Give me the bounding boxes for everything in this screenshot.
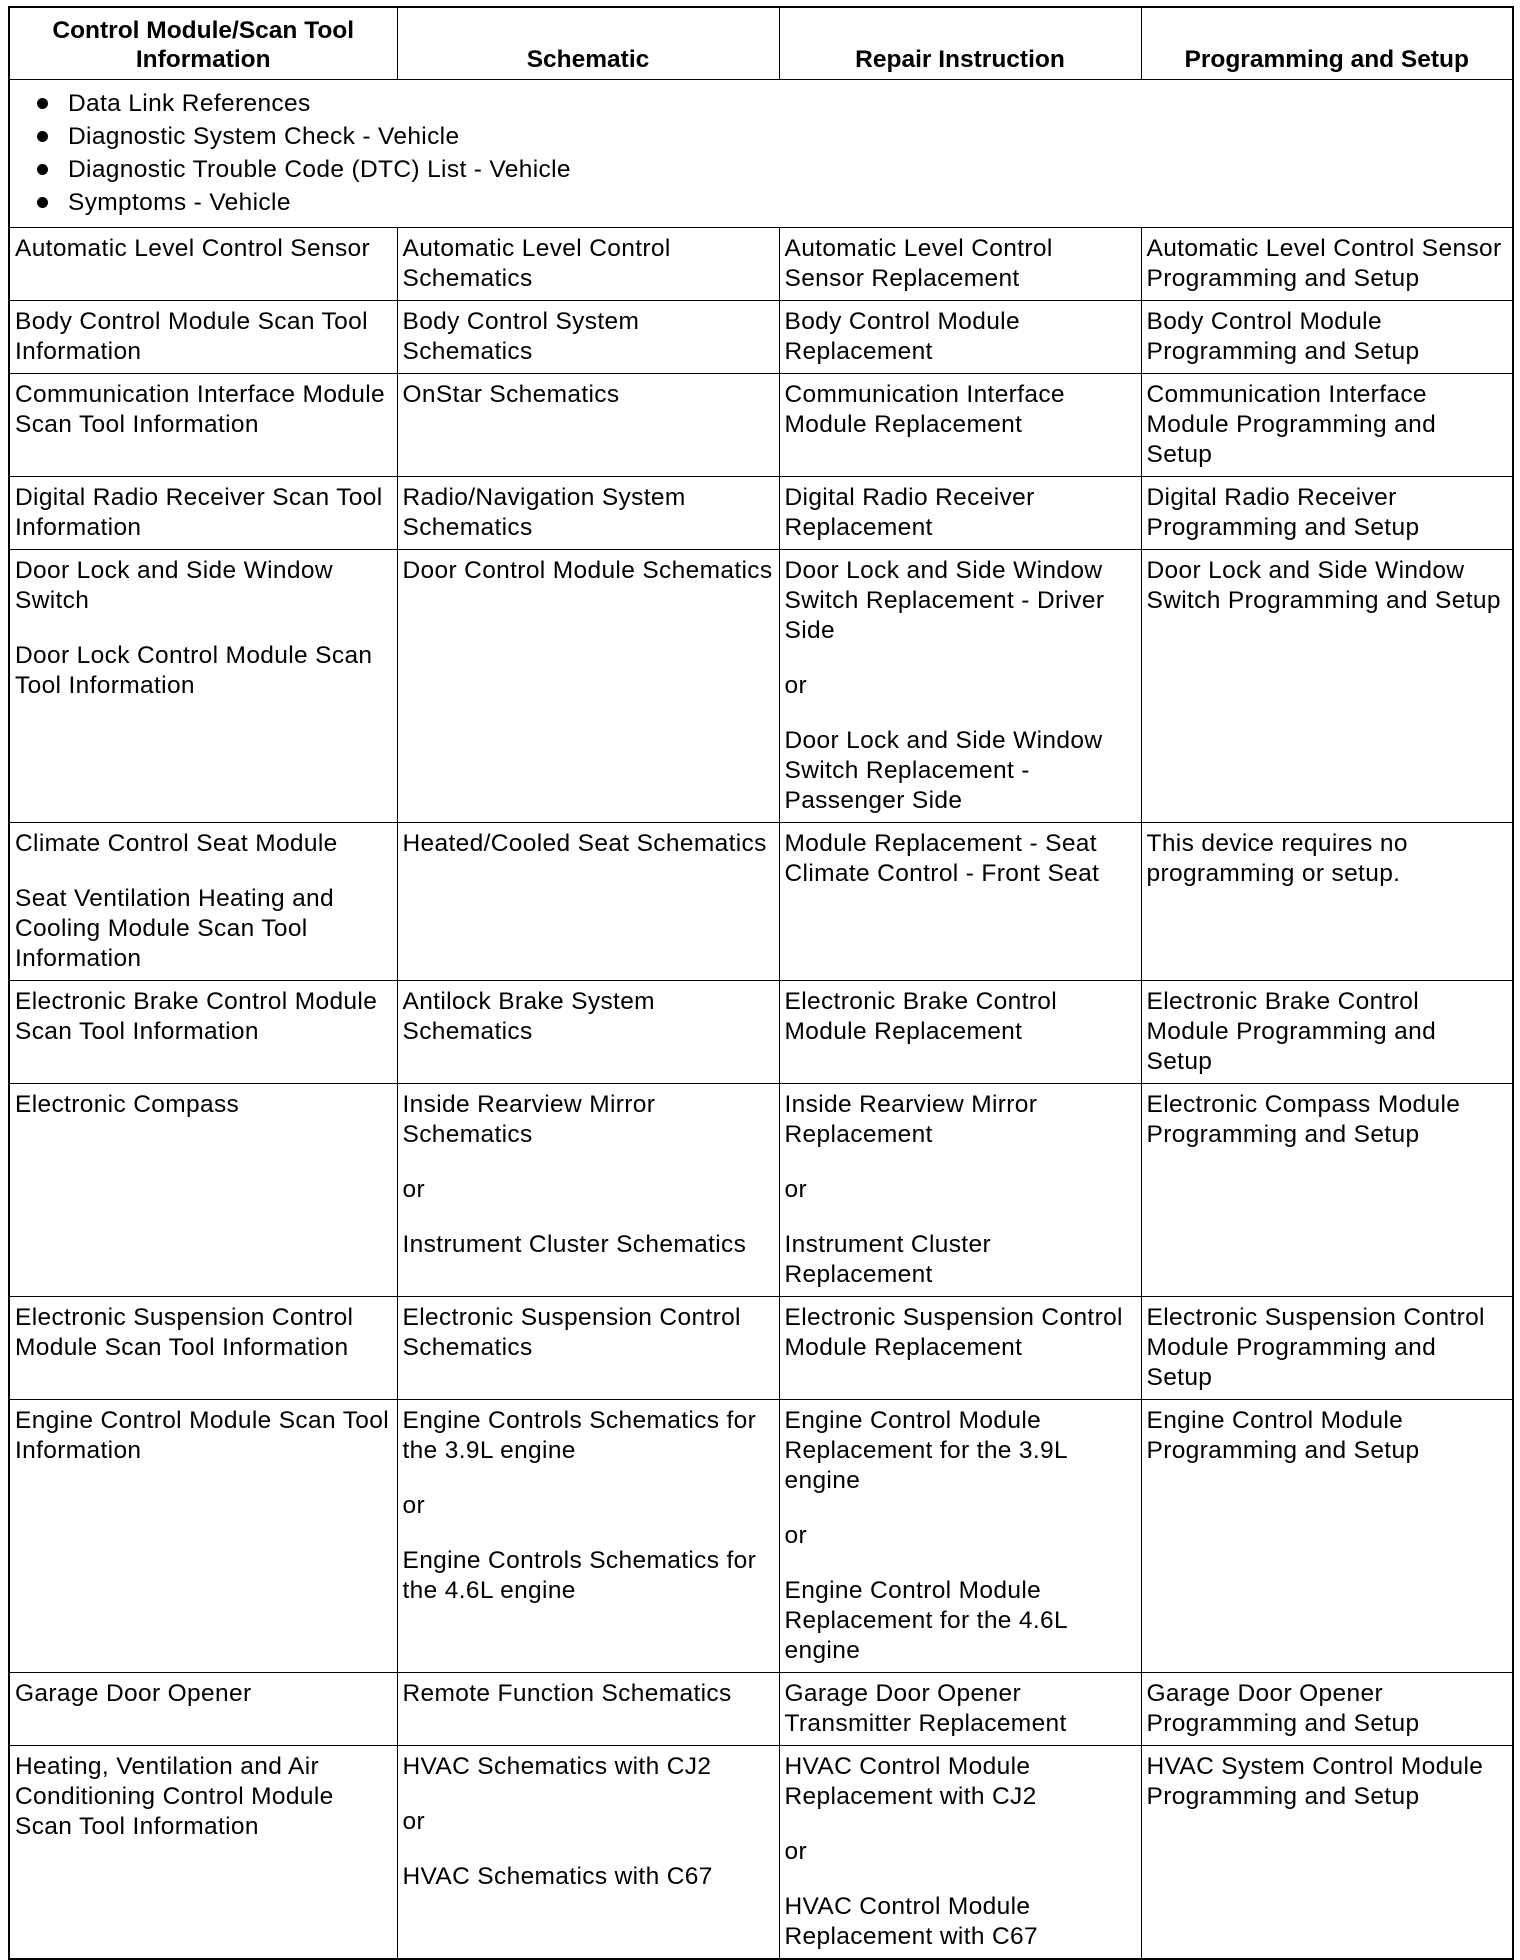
programming-setup-cell bbox=[1141, 1084, 1513, 1297]
or-separator: or bbox=[402, 1492, 425, 1519]
table-header bbox=[9, 7, 1513, 80]
reference-link[interactable]: Garage Door Opener bbox=[15, 1680, 252, 1707]
module-cell bbox=[9, 1084, 397, 1297]
schematic-cell bbox=[397, 1084, 779, 1297]
or-separator: or bbox=[402, 1808, 425, 1835]
header-module-info: Control Module/Scan Tool Information bbox=[9, 7, 397, 80]
reference-link[interactable]: Electronic Suspension Control Module Replacement bbox=[784, 1304, 1123, 1361]
reference-link[interactable]: Automatic Level Control Schematics bbox=[402, 235, 671, 292]
module-cell bbox=[9, 981, 397, 1084]
or-separator: or bbox=[784, 1522, 807, 1549]
schematic-cell bbox=[397, 477, 779, 550]
bullet-icon bbox=[37, 98, 48, 109]
programming-setup-cell bbox=[1141, 1746, 1513, 1960]
reference-link[interactable]: Heated/Cooled Seat Schematics bbox=[402, 830, 767, 857]
repair-instruction-cell bbox=[779, 981, 1141, 1084]
table-row bbox=[9, 1400, 1513, 1673]
general-references-cell bbox=[9, 80, 1513, 228]
table-row bbox=[9, 550, 1513, 823]
repair-instruction-cell bbox=[779, 477, 1141, 550]
reference-link[interactable]: Door Lock and Side Window Switch Programming and Setup bbox=[1146, 557, 1501, 614]
reference-link[interactable]: Radio/Navigation System Schematics bbox=[402, 484, 686, 541]
reference-link[interactable]: Electronic Brake Control Module Programming and Setup bbox=[1146, 988, 1437, 1075]
reference-link[interactable]: Door Lock and Side Window Switch bbox=[15, 557, 333, 614]
reference-link[interactable]: Inside Rearview Mirror Schematics bbox=[402, 1091, 656, 1148]
reference-link[interactable]: Electronic Suspension Control Module Programming and Setup bbox=[1146, 1304, 1485, 1391]
module-cell bbox=[9, 1400, 397, 1673]
reference-link[interactable]: Electronic Brake Control Module Scan Tool Information bbox=[15, 988, 378, 1045]
reference-link[interactable]: Engine Controls Schematics for the 4.6L engine bbox=[402, 1547, 757, 1604]
programming-setup-cell bbox=[1141, 374, 1513, 477]
module-cell bbox=[9, 1746, 397, 1960]
module-cell bbox=[9, 374, 397, 477]
repair-instruction-cell bbox=[779, 823, 1141, 981]
reference-link[interactable]: Body Control Module Programming and Setup bbox=[1146, 308, 1420, 365]
programming-setup-cell bbox=[1141, 823, 1513, 981]
repair-instruction-cell bbox=[779, 374, 1141, 477]
reference-link[interactable]: Instrument Cluster Schematics bbox=[402, 1231, 747, 1258]
or-separator: or bbox=[784, 1838, 807, 1865]
module-cell bbox=[9, 823, 397, 981]
schematic-cell bbox=[397, 374, 779, 477]
table-row bbox=[9, 823, 1513, 981]
reference-link[interactable]: Engine Controls Schematics for the 3.9L engine bbox=[402, 1407, 757, 1464]
reference-link[interactable]: Antilock Brake System Schematics bbox=[402, 988, 655, 1045]
repair-instruction-cell bbox=[779, 1297, 1141, 1400]
reference-link[interactable]: Door Lock and Side Window Switch Replacement - Driver Side bbox=[784, 557, 1105, 644]
reference-link[interactable]: Seat Ventilation Heating and Cooling Module Scan Tool Information bbox=[15, 885, 335, 972]
repair-instruction-cell bbox=[779, 228, 1141, 301]
schematic-cell bbox=[397, 823, 779, 981]
programming-setup-cell bbox=[1141, 477, 1513, 550]
table-row bbox=[9, 1297, 1513, 1400]
reference-link[interactable]: Door Lock Control Module Scan Tool Information bbox=[15, 642, 373, 699]
repair-instruction-cell bbox=[779, 1400, 1141, 1673]
reference-link[interactable]: OnStar Schematics bbox=[402, 381, 620, 408]
programming-setup-cell bbox=[1141, 981, 1513, 1084]
reference-link[interactable]: Automatic Level Control Sensor Replacement bbox=[784, 235, 1053, 292]
general-references-list bbox=[15, 86, 1508, 221]
schematic-cell bbox=[397, 228, 779, 301]
reference-link[interactable]: Digital Radio Receiver Replacement bbox=[784, 484, 1035, 541]
reference-link[interactable]: Body Control Module Replacement bbox=[784, 308, 1020, 365]
reference-item[interactable]: Diagnostic System Check - Vehicle bbox=[15, 120, 1508, 153]
reference-link[interactable]: Garage Door Opener Programming and Setup bbox=[1146, 1680, 1420, 1737]
reference-link[interactable]: HVAC Schematics with C67 bbox=[402, 1863, 713, 1890]
schematic-cell bbox=[397, 550, 779, 823]
reference-link[interactable]: Digital Radio Receiver Programming and Setup bbox=[1146, 484, 1420, 541]
repair-instruction-cell bbox=[779, 301, 1141, 374]
reference-link[interactable]: HVAC System Control Module Programming and Setup bbox=[1146, 1753, 1484, 1810]
module-cell bbox=[9, 301, 397, 374]
reference-item[interactable]: Data Link References bbox=[15, 87, 1508, 120]
reference-link[interactable]: Door Control Module Schematics bbox=[402, 557, 773, 584]
reference-link[interactable]: Electronic Suspension Control Schematics bbox=[402, 1304, 741, 1361]
reference-link[interactable]: Electronic Compass Module Programming and Setup bbox=[1146, 1091, 1461, 1148]
header-programming-setup: Programming and Setup bbox=[1141, 7, 1513, 80]
module-cell bbox=[9, 477, 397, 550]
reference-link[interactable]: Instrument Cluster Replacement bbox=[784, 1231, 991, 1288]
bullet-icon bbox=[37, 164, 48, 175]
module-cell bbox=[9, 1297, 397, 1400]
table-row bbox=[9, 301, 1513, 374]
reference-link[interactable]: Electronic Suspension Control Module Scan Tool Information bbox=[15, 1304, 354, 1361]
schematic-cell bbox=[397, 1673, 779, 1746]
repair-instruction-cell bbox=[779, 550, 1141, 823]
schematic-cell bbox=[397, 301, 779, 374]
schematic-cell bbox=[397, 981, 779, 1084]
module-cell bbox=[9, 550, 397, 823]
reference-link[interactable]: Remote Function Schematics bbox=[402, 1680, 732, 1707]
header-repair-instruction: Repair Instruction bbox=[779, 7, 1141, 80]
reference-link[interactable]: Garage Door Opener Transmitter Replacement bbox=[784, 1680, 1067, 1737]
reference-link[interactable]: Engine Control Module Replacement for the 4.6L engine bbox=[784, 1577, 1068, 1664]
reference-link[interactable]: Communication Interface Module Scan Tool Information bbox=[15, 381, 386, 438]
reference-link[interactable]: Digital Radio Receiver Scan Tool Information bbox=[15, 484, 383, 541]
reference-link[interactable]: Door Lock and Side Window Switch Replacement - Passenger Side bbox=[784, 727, 1103, 814]
reference-link[interactable]: HVAC Schematics with CJ2 bbox=[402, 1753, 712, 1780]
reference-link[interactable]: Automatic Level Control Sensor Programming and Setup bbox=[1146, 235, 1502, 292]
repair-instruction-cell bbox=[779, 1084, 1141, 1297]
or-separator: or bbox=[402, 1176, 425, 1203]
reference-link[interactable]: Inside Rearview Mirror Replacement bbox=[784, 1091, 1038, 1148]
reference-link[interactable]: Automatic Level Control Sensor bbox=[15, 235, 371, 262]
reference-link[interactable]: HVAC Control Module Replacement with CJ2 bbox=[784, 1753, 1037, 1810]
reference-link[interactable]: Heating, Ventilation and Air Conditioning Control Module Scan Tool Information bbox=[15, 1753, 334, 1840]
bullet-icon bbox=[37, 197, 48, 208]
table-row bbox=[9, 228, 1513, 301]
reference-item[interactable]: Symptoms - Vehicle bbox=[15, 186, 1508, 219]
reference-link[interactable]: Communication Interface Module Programming and Setup bbox=[1146, 381, 1437, 468]
schematic-cell bbox=[397, 1297, 779, 1400]
module-cell bbox=[9, 1673, 397, 1746]
programming-setup-cell bbox=[1141, 228, 1513, 301]
table-row bbox=[9, 1746, 1513, 1960]
bullet-icon bbox=[37, 131, 48, 142]
header-row bbox=[9, 7, 1513, 80]
programming-setup-cell bbox=[1141, 1297, 1513, 1400]
repair-instruction-cell bbox=[779, 1746, 1141, 1960]
reference-link[interactable]: Electronic Compass bbox=[15, 1091, 240, 1118]
reference-link[interactable]: Engine Control Module Scan Tool Information bbox=[15, 1407, 390, 1464]
reference-item[interactable]: Diagnostic Trouble Code (DTC) List - Vehicle bbox=[15, 153, 1508, 186]
module-reference-table bbox=[8, 6, 1514, 1960]
table-row bbox=[9, 981, 1513, 1084]
programming-setup-cell bbox=[1141, 301, 1513, 374]
schematic-cell bbox=[397, 1400, 779, 1673]
reference-link[interactable]: Electronic Brake Control Module Replacement bbox=[784, 988, 1058, 1045]
schematic-cell bbox=[397, 1746, 779, 1960]
reference-link[interactable]: Module Replacement - Seat Climate Control - Front Seat bbox=[784, 830, 1100, 887]
reference-link[interactable]: Body Control System Schematics bbox=[402, 308, 640, 365]
reference-link[interactable]: HVAC Control Module Replacement with C67 bbox=[784, 1893, 1038, 1950]
table-row bbox=[9, 477, 1513, 550]
table-body bbox=[9, 80, 1513, 1960]
module-cell bbox=[9, 228, 397, 301]
table-row bbox=[9, 1084, 1513, 1297]
or-separator: or bbox=[784, 1176, 807, 1203]
programming-setup-cell bbox=[1141, 550, 1513, 823]
general-references-row bbox=[9, 80, 1513, 228]
repair-instruction-cell bbox=[779, 1673, 1141, 1746]
reference-link[interactable]: Engine Control Module Programming and Setup bbox=[1146, 1407, 1420, 1464]
reference-link[interactable]: Body Control Module Scan Tool Information bbox=[15, 308, 368, 365]
table-row bbox=[9, 374, 1513, 477]
reference-link[interactable]: Communication Interface Module Replacement bbox=[784, 381, 1065, 438]
reference-link[interactable]: This device requires no programming or setup. bbox=[1146, 830, 1408, 887]
table-row bbox=[9, 1673, 1513, 1746]
reference-link[interactable]: Engine Control Module Replacement for the 3.9L engine bbox=[784, 1407, 1068, 1494]
programming-setup-cell bbox=[1141, 1673, 1513, 1746]
or-separator: or bbox=[784, 672, 807, 699]
reference-link[interactable]: Climate Control Seat Module bbox=[15, 830, 338, 857]
programming-setup-cell bbox=[1141, 1400, 1513, 1673]
header-schematic: Schematic bbox=[397, 7, 779, 80]
